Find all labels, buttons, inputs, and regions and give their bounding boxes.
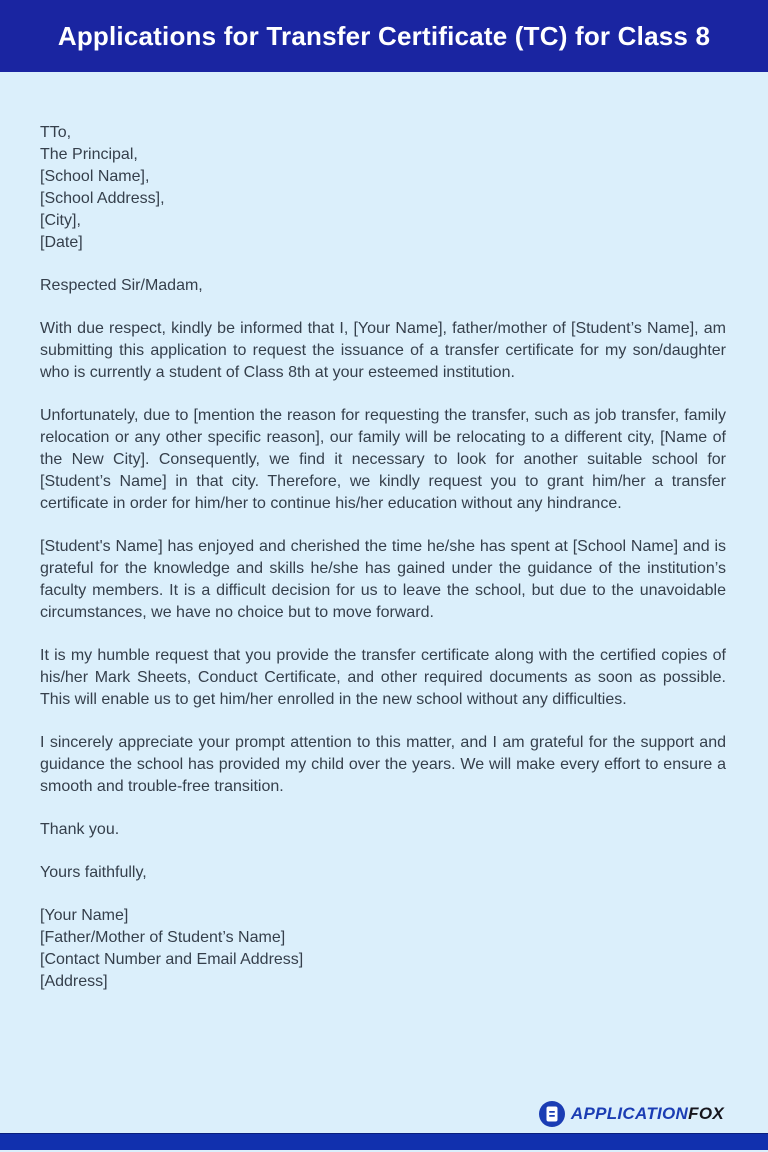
- brand-wordmark-secondary: FOX: [688, 1104, 724, 1123]
- closing-line: Yours faithfully,: [40, 864, 147, 881]
- letter-paragraph-1: With due respect, kindly be informed that I, [Your Name], father/mother of [Student’s Name], am submitting this application to request the issuance of a transfer certificate for my son/daughter who is currently a student of Class 8th at your esteemed institution.: [40, 320, 726, 381]
- signature-line: [Your Name]: [40, 907, 129, 924]
- salutation: Respected Sir/Madam,: [40, 277, 203, 294]
- recipient-line: TTo,: [40, 124, 72, 141]
- applicationfox-logo: [539, 1101, 724, 1127]
- letter-paragraph-5: I sincerely appreciate your prompt attention to this matter, and I am grateful for the support and guidance the school has provided my child over the years. We will make every effort to ensure a smooth and trouble-free transition.: [40, 734, 726, 795]
- signature-line: [Contact Number and Email Address]: [40, 951, 304, 968]
- signature-block: [40, 905, 726, 993]
- letter-paragraph-2: Unfortunately, due to [mention the reason for requesting the transfer, such as job transfer, family relocation or any other specific reason], our family will be relocating to a different city, [Name of the New City]. Consequently, we find it necessary to look for another suitable school for [Student’s Name] in that city. Therefore, we kindly request you to grant him/her a transfer certificate in order for him/her to continue his/her education without any hindrance.: [40, 407, 726, 512]
- letter-paragraph-3: [Student's Name] has enjoyed and cherished the time he/she has spent at [School Name] and is grateful for the knowledge and skills he/she has gained under the guidance of the institution’s faculty members. It is a difficult decision for us to leave the school, but due to the unavoidable circumstances, we have no choice but to move forward.: [40, 538, 726, 621]
- page-title: Applications for Transfer Certificate (TC) for Class 8: [57, 20, 711, 51]
- recipient-line: The Principal,: [40, 146, 138, 163]
- brand-wordmark: [571, 1104, 724, 1124]
- thank-you-line: Thank you.: [40, 821, 120, 838]
- recipient-line: [City],: [40, 212, 81, 229]
- signature-line: [Address]: [40, 973, 108, 990]
- bottom-accent-bar: [0, 1133, 768, 1150]
- recipient-line: [School Address],: [40, 190, 165, 207]
- page-header: [0, 0, 768, 72]
- document-icon: [539, 1101, 565, 1127]
- recipient-line: [Date]: [40, 234, 83, 251]
- letter-paragraph-4: It is my humble request that you provide the transfer certificate along with the certified copies of his/her Mark Sheets, Conduct Certificate, and other required documents as soon as possible. This will enable us to get him/her enrolled in the new school without any difficulties.: [40, 647, 726, 708]
- brand-wordmark-primary: APPLICATION: [570, 1104, 689, 1123]
- recipient-line: [School Name],: [40, 168, 150, 185]
- signature-line: [Father/Mother of Student’s Name]: [40, 929, 286, 946]
- recipient-block: [40, 122, 726, 254]
- letter-body: [40, 122, 726, 1014]
